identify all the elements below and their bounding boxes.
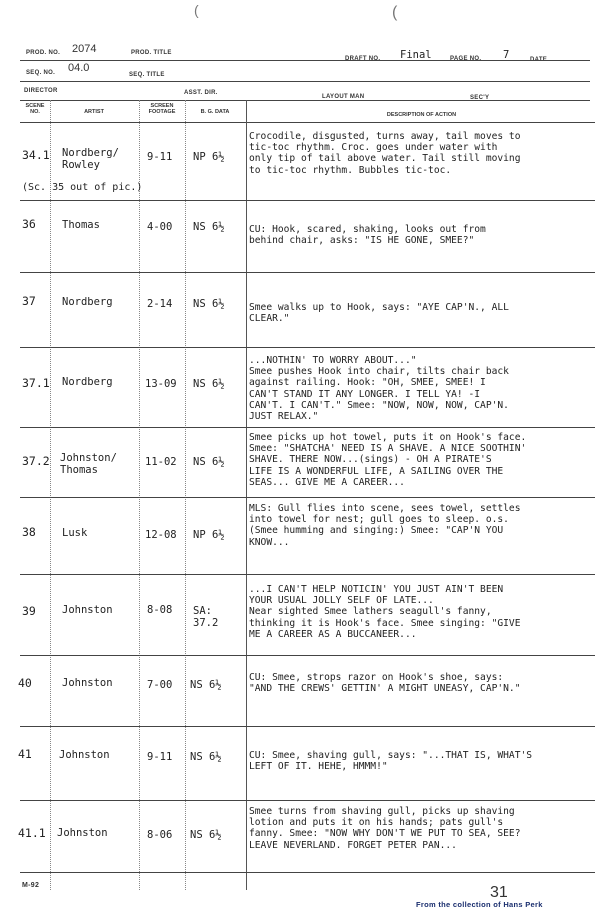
bg-data: NP 6½ xyxy=(193,529,225,541)
screen-footage: 4-00 xyxy=(147,221,173,233)
col-artist: ARTIST xyxy=(84,109,104,115)
scene-number: 41.1 xyxy=(18,826,46,840)
bg-data: NP 6½ xyxy=(193,151,225,163)
layout-man-label: LAYOUT MAN xyxy=(322,94,365,100)
header-rule-3 xyxy=(20,100,590,101)
collection-credit: From the collection of Hans Perk xyxy=(416,900,543,909)
scene-number: 40 xyxy=(18,676,32,690)
artist-name: Nordberg xyxy=(62,376,113,388)
screen-footage: 13-09 xyxy=(145,378,177,390)
date-label: DATE xyxy=(530,57,548,63)
col-rule-4 xyxy=(246,100,247,890)
row-rule xyxy=(20,200,595,201)
page-no-label: PAGE NO. xyxy=(450,56,482,62)
col-scene-no: SCENE NO. xyxy=(25,103,45,115)
action-description: CU: Smee, shaving gull, says: "...THAT IS, WHAT'S LEFT OF IT. HEHE, HMMM!" xyxy=(249,750,533,773)
col-bg-data: B. G. DATA xyxy=(200,109,230,115)
column-header-rule xyxy=(20,122,595,123)
col-description: DESCRIPTION OF ACTION xyxy=(386,112,457,118)
row-rule xyxy=(20,655,595,656)
page-mark: 31 xyxy=(490,884,508,901)
bg-data: NS 6½ xyxy=(193,221,225,233)
artist-name: Johnston xyxy=(62,604,113,616)
scene-number: 37.1 xyxy=(22,376,50,390)
punch-hole-mark-right: ( xyxy=(392,4,398,21)
action-description: ...NOTHIN' TO WORRY ABOUT..." Smee pushes Hook into chair, tilts chair back against railing. Hook: "OH, SMEE, SMEE! I CAN'T STAND IT ANY LONGER. I TELL YA! -I CAN'T. I CAN'T." Smee: "NOW, NOW, NOW, CAP'N. JUST RELAX." xyxy=(249,355,509,423)
screen-footage: 2-14 xyxy=(147,298,173,310)
screen-footage: 12-08 xyxy=(145,529,177,541)
row-rule xyxy=(20,347,595,348)
scene-number: 38 xyxy=(22,525,36,539)
director-label: DIRECTOR xyxy=(24,88,58,94)
row-rule-bottom xyxy=(20,872,595,873)
prod-no-value: 2074 xyxy=(72,43,97,55)
bg-data: NS 6½ xyxy=(190,679,222,691)
screen-footage: 9-11 xyxy=(147,151,173,163)
action-description: Smee turns from shaving gull, picks up shaving lotion and puts it on his hands; pats gull's fanny. Smee: "NOW WHY DON'T WE PUT TO SEA, SEE? LEAVE NEVERLAND. FORGET PETER PAN... xyxy=(249,806,521,851)
bg-data: NS 6½ xyxy=(190,829,222,841)
artist-name: Lusk xyxy=(62,527,88,539)
form-number: M-92 xyxy=(22,882,40,889)
bg-data: NS 6½ xyxy=(193,378,225,390)
seq-no-label: SEQ. NO. xyxy=(26,70,56,76)
artist-name: Nordberg xyxy=(62,296,113,308)
scene-number: 34.1 xyxy=(22,148,50,162)
scene-number: 39 xyxy=(22,604,36,618)
scene-note: (Sc. 35 out of pic.) xyxy=(22,182,143,193)
col-rule-1 xyxy=(50,100,51,890)
prod-title-label: PROD. TITLE xyxy=(131,50,172,56)
secy-label: SEC'Y xyxy=(470,95,490,101)
draft-no-value: Final xyxy=(400,49,432,61)
col-rule-2 xyxy=(139,100,140,890)
bg-data: NS 6½ xyxy=(193,298,225,310)
row-rule xyxy=(20,800,595,801)
screen-footage: 7-00 xyxy=(147,679,173,691)
row-rule xyxy=(20,497,595,498)
screen-footage: 11-02 xyxy=(145,456,177,468)
prod-no-label: PROD. NO. xyxy=(26,50,61,56)
row-rule xyxy=(20,726,595,727)
draft-no-label: DRAFT NO. xyxy=(345,56,381,62)
action-description: Smee picks up hot towel, puts it on Hook's face. Smee: "SHATCHA' NEED IS A SHAVE. A NICE SOOTHIN' SHAVE. THERE NOW...(sings) - OH A PIRATE'S LIFE IS A WONDERFUL LIFE, A SAILING OVER THE SEAS... GIVE ME A CAREER... xyxy=(249,432,527,488)
scene-number: 37 xyxy=(22,294,36,308)
seq-title-label: SEQ. TITLE xyxy=(129,72,165,78)
artist-name: Nordberg/ Rowley xyxy=(62,147,119,171)
row-rule xyxy=(20,574,595,575)
artist-name: Johnston/ Thomas xyxy=(60,452,117,476)
scene-number: 37.2 xyxy=(22,454,50,468)
seq-no-value: 04.0 xyxy=(68,62,90,74)
artist-name: Johnston xyxy=(57,827,108,839)
action-description: ...I CAN'T HELP NOTICIN' YOU JUST AIN'T BEEN YOUR USUAL JOLLY SELF OF LATE... Near sighted Smee lathers seagull's fanny, thinking it is Hook's face. Smee singing: "GIVE ME A CAREER AS A BUCCANEER... xyxy=(249,584,521,640)
scene-number: 36 xyxy=(22,217,36,231)
asst-dir-label: ASST. DIR. xyxy=(184,90,218,96)
screen-footage: 8-06 xyxy=(147,829,173,841)
bg-data: NS 6½ xyxy=(190,751,222,763)
bg-data: SA: 37.2 xyxy=(193,605,219,629)
artist-name: Johnston xyxy=(59,749,110,761)
artist-name: Thomas xyxy=(62,219,100,231)
header-rule-2 xyxy=(20,81,590,82)
action-description: CU: Smee, strops razor on Hook's shoe, says: "AND THE CREWS' GETTIN' A MIGHT UNEASY, CAP'N." xyxy=(249,672,521,695)
row-rule xyxy=(20,427,595,428)
scene-number: 41 xyxy=(18,747,32,761)
page-no-value: 7 xyxy=(503,49,510,61)
action-description: CU: Hook, scared, shaking, looks out from behind chair, asks: "IS HE GONE, SMEE?" xyxy=(249,224,486,247)
col-screen-footage: SCREEN FOOTAGE xyxy=(148,103,176,115)
col-rule-3 xyxy=(185,100,186,890)
action-description: Crocodile, disgusted, turns away, tail moves to tic-toc rhythm. Croc. goes under water with only tip of tail above water. Tail still moving to tic-toc rhythm. Bubbles tic-toc. xyxy=(249,131,521,176)
action-description: Smee walks up to Hook, says: "AYE CAP'N., ALL CLEAR." xyxy=(249,302,509,325)
artist-name: Johnston xyxy=(62,677,113,689)
punch-hole-mark-left: ( xyxy=(194,2,199,18)
action-description: MLS: Gull flies into scene, sees towel, settles into towel for nest; gull goes to sleep. o.s. (Smee humming and singing:) Smee: "CAP'N YOU KNOW... xyxy=(249,503,521,548)
header-rule-1 xyxy=(20,60,590,61)
screen-footage: 8-08 xyxy=(147,604,173,616)
screen-footage: 9-11 xyxy=(147,751,173,763)
bg-data: NS 6½ xyxy=(193,456,225,468)
row-rule xyxy=(20,272,595,273)
